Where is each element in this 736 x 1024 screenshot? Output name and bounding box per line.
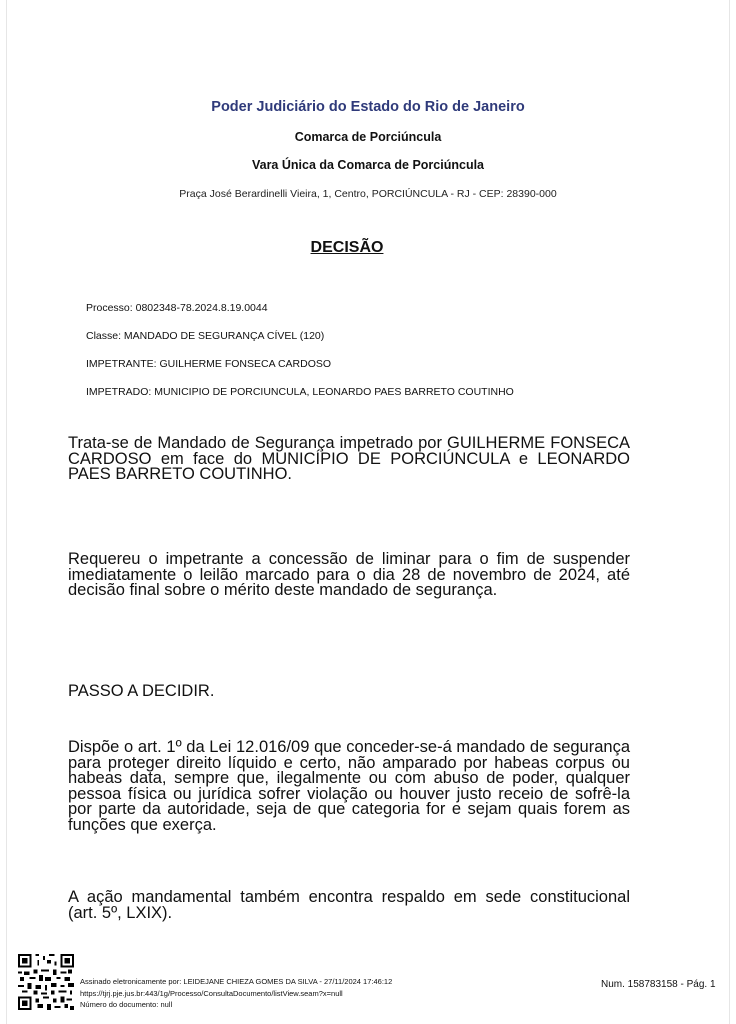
case-class: Classe: MANDADO DE SEGURANÇA CÍVEL (120) xyxy=(86,330,325,342)
page-number: Num. 158783158 - Pág. 1 xyxy=(601,979,716,990)
document-title: DECISÃO xyxy=(310,239,384,256)
court-address: Praça José Berardinelli Vieira, 1, Centro, PORCIÚNCULA - RJ - CEP: 28390-000 xyxy=(179,188,557,200)
qr-code-icon xyxy=(18,954,74,1010)
paragraph-1: Trata-se de Mandado de Segurança impetrado por GUILHERME FONSECA CARDOSO em face do MUNICÍPIO DE PORCIÚNCULA e LEONARDO PAES BARRETO COUTINHO. xyxy=(68,434,630,483)
document-number: Número do documento: null xyxy=(80,1000,173,1009)
case-defendant: IMPETRADO: MUNICIPIO DE PORCIUNCULA, LEONARDO PAES BARRETO COUTINHO xyxy=(86,386,514,398)
comarca-name: Comarca de Porciúncula xyxy=(294,130,442,144)
paragraph-4: Dispõe o art. 1º da Lei 12.016/09 que conceder-se-á mandado de segurança para proteger direito líquido e certo, não amparado por habeas corpus ou habeas data, sempre que, ilegalmente ou com abuso de poder, qualquer pessoa física ou jurídica sofrer violação ou houver justo receio de sofrê-la por parte da autoridade, seja de que categoria for e sejam quais forem as funções que exerça. xyxy=(68,738,630,834)
paragraph-2: Requereu o impetrante a concessão de liminar para o fim de suspender imediatamente o leilão marcado para o dia 28 de novembro de 2024, até decisão final sobre o mérito deste mandado de segurança. xyxy=(68,550,630,599)
signature-line: Assinado eletronicamente por: LEIDEJANE CHIEZA GOMES DA SILVA - 27/11/2024 17:46:12 xyxy=(80,977,393,986)
paragraph-3: PASSO A DECIDIR. xyxy=(68,682,215,700)
case-number: Processo: 0802348-78.2024.8.19.0044 xyxy=(86,302,268,314)
vara-name: Vara Única da Comarca de Porciúncula xyxy=(251,158,485,172)
case-plaintiff: IMPETRANTE: GUILHERME FONSECA CARDOSO xyxy=(86,358,332,370)
document-url: https://tjrj.pje.jus.br:443/1g/Processo/ConsultaDocumento/listView.seam?x=null xyxy=(80,989,343,998)
paragraph-5: A ação mandamental também encontra respaldo em sede constitucional (art. 5º, LXIX). xyxy=(68,888,630,922)
court-name: Poder Judiciário do Estado do Rio de Janeiro xyxy=(211,99,525,115)
page-border xyxy=(6,0,730,1024)
